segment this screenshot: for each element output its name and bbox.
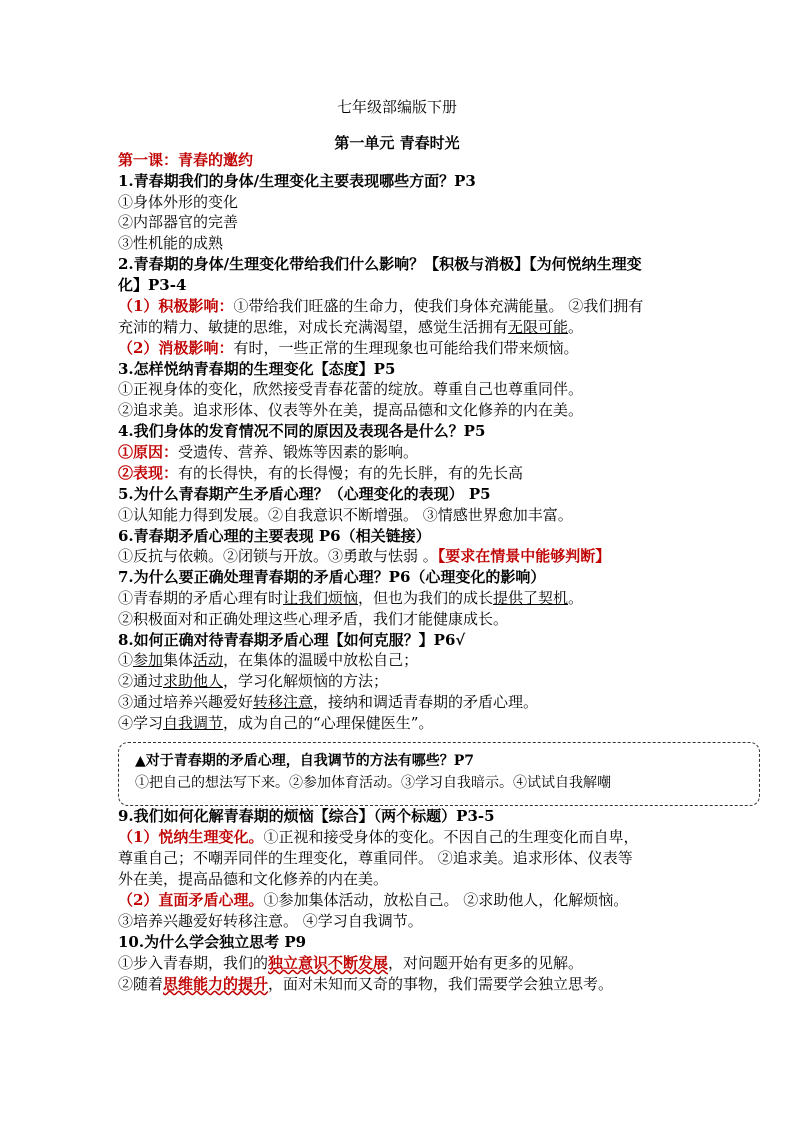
q5-text: ①认知能力得到发展。②自我意识不断增强。 ③情感世界愈加丰富。 bbox=[118, 506, 573, 524]
q9-p1 bbox=[118, 827, 638, 847]
text: ④学习 bbox=[118, 714, 164, 732]
text: ，面对未知而又奇的事物，我们需要学会独立思考。 bbox=[268, 975, 614, 993]
grade-heading: 七年级部编版下册 bbox=[336, 98, 457, 116]
note: 【要求在情景中能够判断】 bbox=[437, 547, 611, 565]
text: ③通过培养兴趣爱好 bbox=[118, 693, 254, 711]
tip-text: ①把自己的想法写下来。②参加体育活动。③学习自我暗示。④试试自我解嘲 bbox=[135, 775, 611, 791]
q8-line bbox=[118, 692, 538, 712]
underlined-text: 参加 bbox=[133, 651, 164, 669]
q2-positive-cont bbox=[118, 317, 583, 337]
text: ①反抗与依赖。②闭锁与开放。③勇敢与怯弱 。 bbox=[118, 547, 438, 565]
text: ，学习化解烦恼的方法； bbox=[223, 672, 389, 690]
text: ①步入青春期，我们的 bbox=[118, 954, 269, 972]
q10-title: 10.为什么学会独立思考 P9 bbox=[118, 933, 307, 951]
underlined-text: 自我调节 bbox=[163, 714, 224, 732]
q7-line bbox=[118, 588, 583, 608]
text: ，成为自己的“心理保健医生”。 bbox=[223, 714, 434, 732]
underlined-text: 求助他人 bbox=[163, 672, 224, 690]
underlined-text: 让我们烦恼 bbox=[283, 589, 359, 607]
positive-label: （1）积极影响： bbox=[118, 297, 234, 315]
tip-box bbox=[118, 742, 760, 806]
q3-item: ②追求美。追求形体、仪表等外在美，提高品德和文化修养的内在美。 bbox=[118, 401, 584, 419]
text: ②随着 bbox=[118, 975, 164, 993]
text: 。 bbox=[568, 589, 584, 607]
underlined-text: 活动 bbox=[193, 651, 224, 669]
text: ，接纳和调适青春期的矛盾心理。 bbox=[313, 693, 539, 711]
q6-text bbox=[118, 546, 610, 566]
q2-positive bbox=[118, 296, 643, 316]
text: ①参加集体活动，放松自己。 ②求助他人，化解烦恼。 bbox=[263, 891, 629, 909]
q6-title: 6.青春期矛盾心理的主要表现 P6（相关链接） bbox=[118, 527, 431, 545]
q9-line: ③培养兴趣爱好转移注意。 ④学习自我调节。 bbox=[118, 912, 423, 930]
text: ①青春期的矛盾心理有时 bbox=[118, 589, 284, 607]
q4-show bbox=[118, 463, 523, 483]
text: ，对问题开始有更多的见解。 bbox=[388, 954, 584, 972]
q8-line bbox=[118, 671, 388, 691]
q10-line bbox=[118, 953, 583, 973]
q5-title: 5.为什么青春期产生矛盾心理？（心理变化的表现） P5 bbox=[118, 485, 491, 503]
lesson-title: 第一课：青春的邀约 bbox=[118, 151, 254, 169]
negative-text: 有时，一些正常的生理现象也可能给我们带来烦恼。 bbox=[233, 339, 579, 357]
q8-line bbox=[118, 650, 418, 670]
q2-title: 2.青春期的身体/生理变化带给我们什么影响？【积极与消极】【为何悦纳生理变 bbox=[118, 255, 642, 273]
p2-label: （2）直面矛盾心理。 bbox=[118, 891, 264, 909]
q9-title: 9.我们如何化解青春期的烦恼【综合】（两个标题）P3-5 bbox=[118, 807, 495, 825]
highlighted-text: 独立意识不断发展 bbox=[268, 954, 389, 972]
show-label: ②表现： bbox=[118, 464, 179, 482]
reason-label: ①原因： bbox=[118, 443, 179, 461]
q2-title-cont: 化】P3-4 bbox=[118, 276, 187, 294]
underlined-text: 提供了契机 bbox=[493, 589, 569, 607]
q9-p2 bbox=[118, 890, 628, 910]
reason-text: 受遗传、营养、锻炼等因素的影响。 bbox=[178, 443, 419, 461]
text: 。 bbox=[568, 318, 584, 336]
text: 集体 bbox=[163, 651, 194, 669]
underlined-text: 转移注意 bbox=[253, 693, 314, 711]
q10-line bbox=[118, 974, 613, 994]
text: ，在集体的温暖中放松自己； bbox=[223, 651, 419, 669]
text: ①正视和接受身体的变化。不因自己的生理变化而自卑， bbox=[263, 828, 639, 846]
q4-reason bbox=[118, 442, 418, 462]
q1-item: ②内部器官的完善 bbox=[118, 213, 239, 231]
q9-line: 尊重自己；不嘲弄同伴的生理变化，尊重同伴。 ②追求美。追求形体、仪表等 bbox=[118, 849, 633, 867]
q2-negative bbox=[118, 338, 578, 358]
text: ① bbox=[118, 651, 134, 669]
underlined-text: 无限可能 bbox=[508, 318, 569, 336]
q1-item: ①身体外形的变化 bbox=[118, 193, 239, 211]
text: ②通过 bbox=[118, 672, 164, 690]
p1-label: （1）悦纳生理变化。 bbox=[118, 828, 264, 846]
negative-label: （2）消极影响： bbox=[118, 339, 234, 357]
q8-title: 8.如何正确对待青春期矛盾心理【如何克服？】P6√ bbox=[118, 631, 466, 649]
q9-line: 外在美，提高品德和文化修养的内在美。 bbox=[118, 870, 389, 888]
show-text: 有的长得快，有的长得慢；有的先长胖，有的先长高 bbox=[178, 464, 524, 482]
q7-title: 7.为什么要正确处理青春期的矛盾心理？P6（心理变化的影响） bbox=[118, 568, 546, 586]
tip-title: ▲对于青春期的矛盾心理，自我调节的方法有哪些？P7 bbox=[135, 753, 475, 769]
q3-title: 3.怎样悦纳青春期的生理变化【态度】P5 bbox=[118, 360, 396, 378]
q4-title: 4.我们身体的发育情况不同的原因及表现各是什么？P5 bbox=[118, 422, 486, 440]
q7-line: ②积极面对和正确处理这些心理矛盾，我们才能健康成长。 bbox=[118, 610, 509, 628]
text: 充沛的精力、敏捷的思维，对成长充满渴望，感觉生活拥有 bbox=[118, 318, 509, 336]
unit-heading: 第一单元 青春时光 bbox=[334, 134, 460, 152]
positive-text: ①带给我们旺盛的生命力，使我们身体充满能量。 ②我们拥有 bbox=[233, 297, 644, 315]
q3-item: ①正视身体的变化，欣然接受青春花蕾的绽放。尊重自己也尊重同伴。 bbox=[118, 380, 584, 398]
highlighted-text: 思维能力的提升 bbox=[163, 975, 269, 993]
text: ，但也为我们的成长 bbox=[358, 589, 494, 607]
q1-item: ③性机能的成熟 bbox=[118, 234, 224, 252]
q8-line bbox=[118, 713, 433, 733]
q1-title: 1.青春期我们的身体/生理变化主要表现哪些方面？P3 bbox=[118, 172, 476, 190]
